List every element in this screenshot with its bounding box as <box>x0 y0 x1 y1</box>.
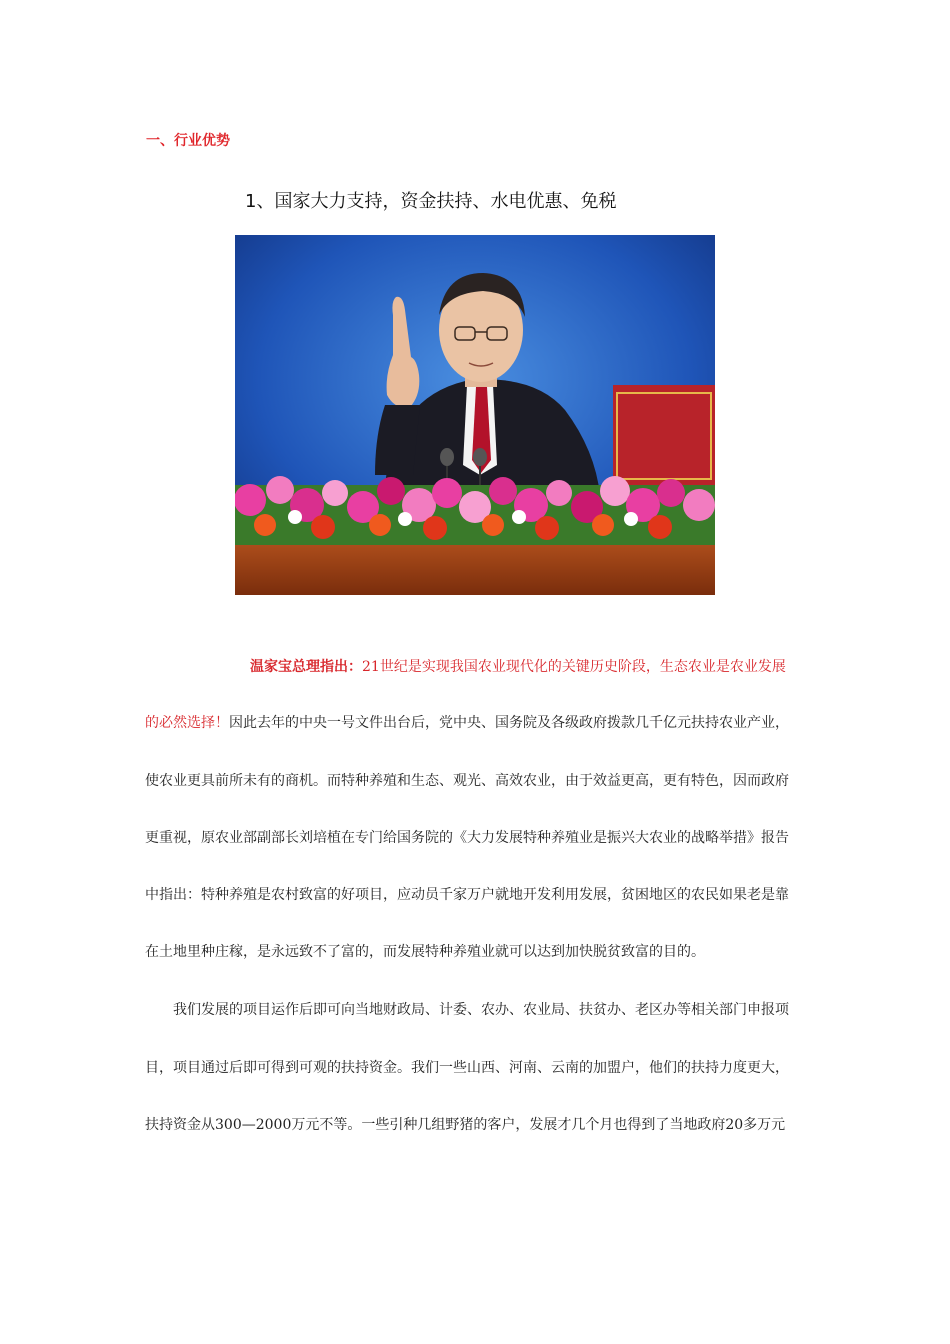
quote-text: 21世纪是实现我国农业现代化的关键历史阶段，生态农业是农业发展 <box>362 659 786 675</box>
paragraph1-line5: 中指出：特种养殖是农村致富的好项目，应动员千家万户就地开发利用发展，贫困地区的农民如果老是靠 <box>145 887 789 903</box>
paragraph1-line4: 更重视，原农业部副部长刘培植在专门给国务院的《大力发展特种养殖业是振兴大农业的战略举措》报告 <box>145 830 789 846</box>
paragraph1-line2 <box>145 713 810 733</box>
paragraph2-line1: 我们发展的项目运作后即可向当地财政局、计委、农办、农业局、扶贫办、老区办等相关部门申报项 <box>173 1002 789 1018</box>
paragraph2-line3: 扶持资金从300—2000万元不等。一些引种几组野猪的客户，发展才几个月也得到了当地政府20多万元 <box>145 1117 786 1133</box>
photo-premier-at-podium <box>235 235 715 595</box>
sub-heading: 1、国家大力支持，资金扶持、水电优惠、免税 <box>245 191 617 212</box>
body-text: 因此去年的中央一号文件出台后，党中央、国务院及各级政府拨款几千亿元扶持农业产业， <box>229 715 789 731</box>
section-title: 一、行业优势 <box>146 133 230 149</box>
speaker-label: 温家宝总理指出： <box>250 659 362 675</box>
paragraph1-line6: 在土地里种庄稼，是永远致不了富的，而发展特种养殖业就可以达到加快脱贫致富的目的。 <box>145 944 705 960</box>
paragraph2-line2: 目，项目通过后即可得到可观的扶持资金。我们一些山西、河南、云南的加盟户，他们的扶持力度更大， <box>145 1060 789 1076</box>
paragraph1-line3: 使农业更具前所未有的商机。而特种养殖和生态、观光、高效农业，由于效益更高，更有特色，因而政府 <box>145 773 789 789</box>
quote-text-end: 的必然选择！ <box>145 715 229 731</box>
paragraph1-line1 <box>250 657 810 677</box>
